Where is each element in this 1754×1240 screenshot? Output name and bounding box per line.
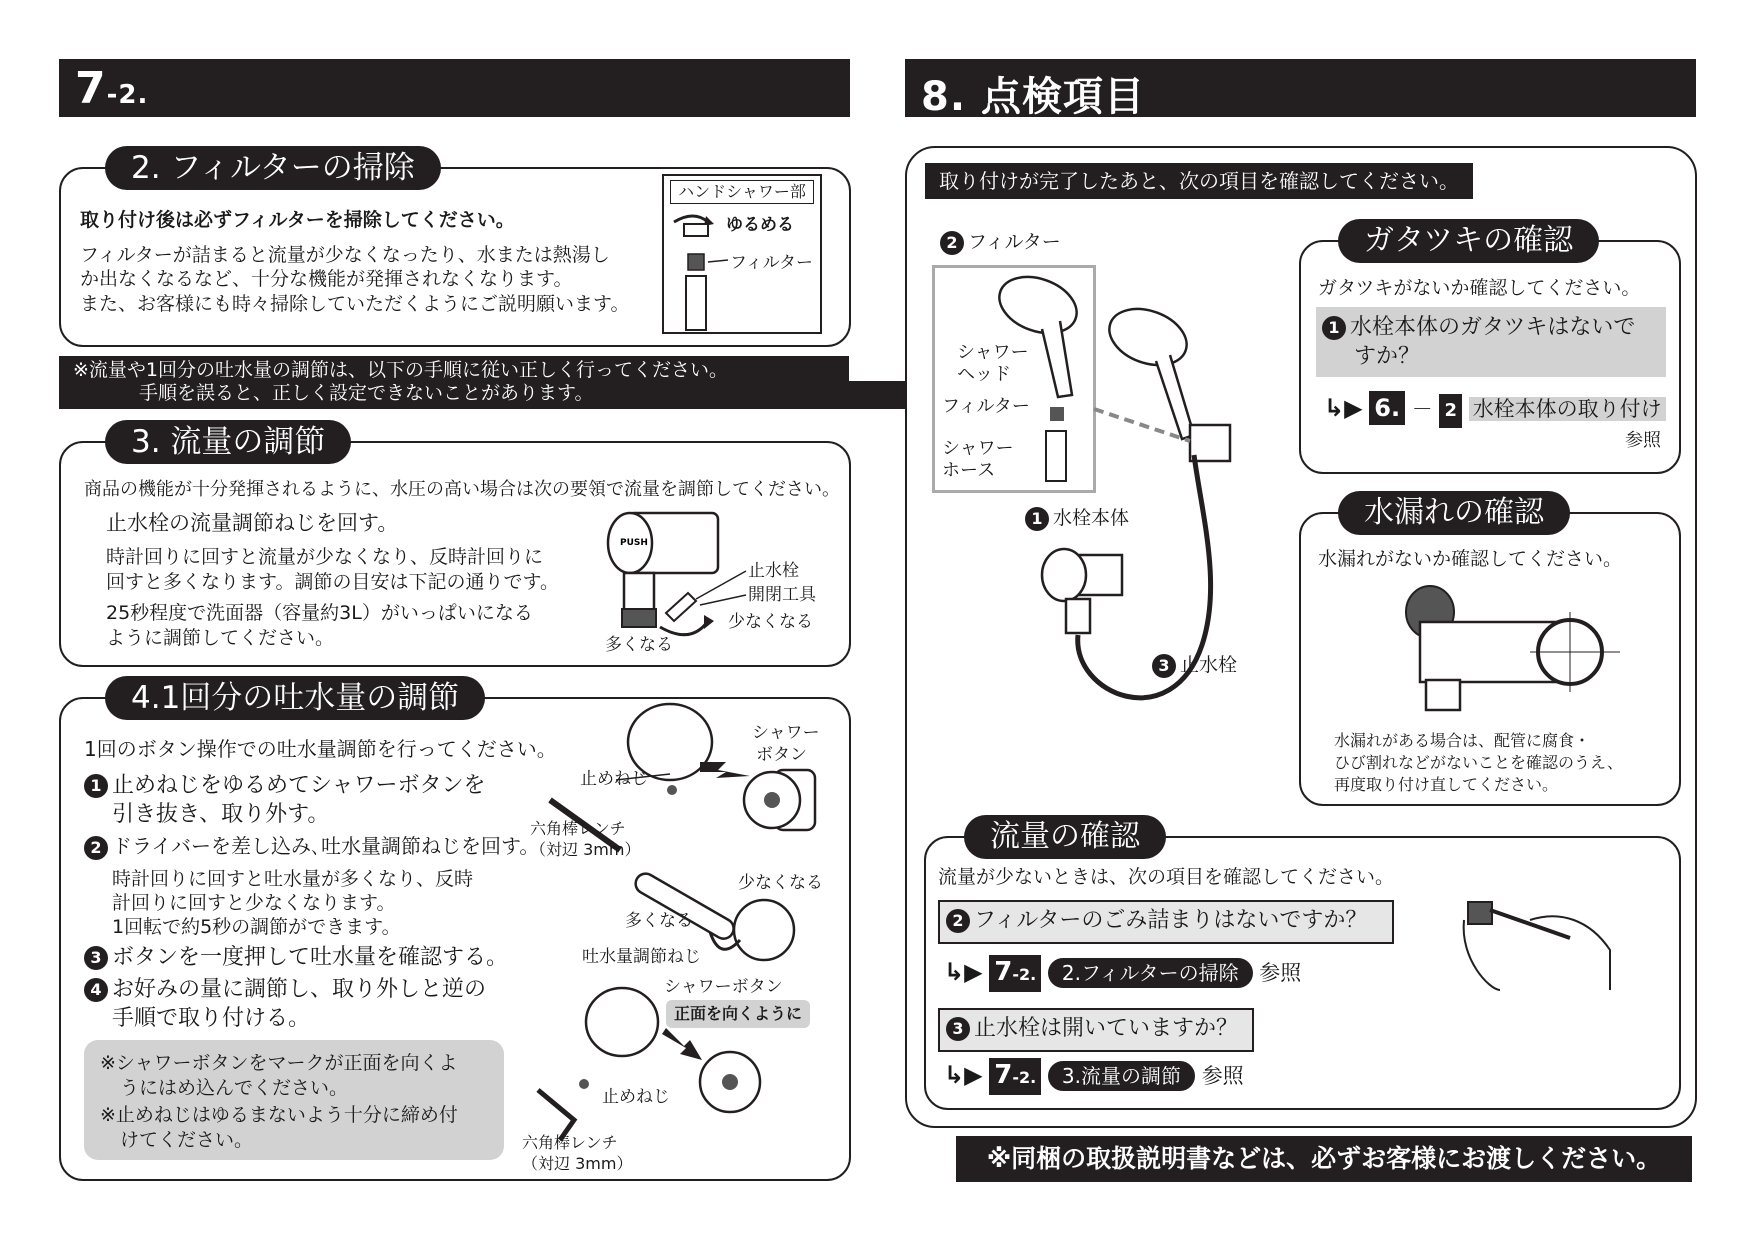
- step-3-text: ボタンを一度押して吐水量を確認する。: [112, 945, 509, 970]
- fig-shower-button-label-2: ボタン: [756, 745, 807, 765]
- discharge-note-4: けてください。: [120, 1129, 254, 1151]
- rattle-question-text-a: 水栓本体のガタツキはないで: [1350, 315, 1636, 340]
- ref2-suffix: 参照: [1201, 1064, 1244, 1088]
- ref1-pill: 2.フィルターの掃除: [1048, 958, 1253, 988]
- rattle-intro: ガタツキがないか確認してください。: [1318, 277, 1641, 299]
- body-callout-number: 1: [1025, 507, 1049, 531]
- fig-shower-button-label-3: シャワーボタン: [664, 977, 783, 997]
- step-1-text-a: 止めねじをゆるめてシャワーボタンを: [112, 773, 486, 798]
- ref1-section: [989, 955, 1041, 992]
- arrow-icon: ↳▶: [944, 1061, 983, 1089]
- filter-callout-number: 2: [940, 231, 964, 255]
- hand-shower-figure: [662, 174, 822, 334]
- fig-body-callout: [1025, 505, 1129, 531]
- step-4-number: 4: [84, 978, 108, 1002]
- flow-line-4: ように調節してください。: [106, 627, 335, 649]
- filter-clog-question: [946, 906, 1367, 936]
- leak-intro: 水漏れがないか確認してください。: [1318, 548, 1623, 570]
- fig-valve-callout: [1152, 652, 1237, 678]
- fig-more-label-2: 多くなる: [625, 911, 693, 931]
- leak-check-title: 水漏れの確認: [1338, 491, 1570, 535]
- filter-cleaning-title: 2. フィルターの掃除: [105, 146, 441, 190]
- filter-bold-instruction: 取り付け後は必ずフィルターを掃除してください。: [80, 209, 515, 231]
- flow-line-3: 25秒程度で洗面器（容量約3L）がいっぱいになる: [106, 602, 533, 624]
- section-8-header: [905, 59, 1696, 120]
- fig-shower-button-label-1: シャワー: [752, 723, 820, 743]
- step-1-text-b: 引き抜き、取り外す。: [112, 802, 330, 827]
- flow-adjustment-title: 3. 流量の調節: [105, 420, 351, 464]
- fig-wrench-label-1: 六角棒レンチ: [530, 819, 626, 838]
- filter-brush-drawing: [1460, 880, 1620, 1000]
- flow-check-intro: 流量が少ないときは、次の項目を確認してください。: [938, 866, 1395, 888]
- fig-set-screw-label-2: 止めねじ: [602, 1087, 670, 1107]
- fig-front-facing-label: 正面を向くように: [666, 1000, 810, 1028]
- fig-hose-2: ホース: [942, 460, 996, 481]
- inspection-header-title: 8. 点検項目: [921, 74, 1145, 120]
- q2-text: 止水栓は開いていますか？: [974, 1016, 1239, 1041]
- discharge-note-3: ※止めねじはゆるまないよう十分に締め付: [100, 1104, 458, 1126]
- ref2-sub: -2.: [1012, 1068, 1037, 1087]
- fig-filter-2: フィルター: [942, 396, 1030, 417]
- q1-text: フィルターのごみ詰まりはないですか？: [974, 908, 1368, 933]
- inspection-intro: 取り付けが完了したあと、次の項目を確認してください。: [925, 163, 1473, 199]
- ref1-main: 7: [994, 957, 1013, 987]
- ref2-section: [989, 1058, 1041, 1095]
- fig-less-label: 少なくなる: [728, 612, 813, 632]
- valve-callout-number: 3: [1152, 654, 1176, 678]
- q1-number: 2: [946, 909, 970, 933]
- fig-less-label-2: 少なくなる: [738, 873, 823, 893]
- body-callout-text: 水栓本体: [1053, 507, 1130, 529]
- ref2-pill: 3.流量の調節: [1048, 1061, 1195, 1091]
- ref2-main: 7: [994, 1060, 1013, 1090]
- section-7-2-header: [59, 59, 850, 117]
- fig-filter-label: フィルター: [730, 253, 813, 273]
- fig-valve-label: 止水栓: [748, 561, 799, 581]
- fig-set-screw-label: 止めねじ: [580, 769, 648, 789]
- discharge-step-2: [84, 832, 539, 860]
- fig-wrench2-label-2: （対辺 3mm）: [522, 1154, 633, 1173]
- step-1-number: 1: [84, 774, 108, 798]
- step-2-detail-2: 計回りに回すと少なくなります。: [112, 892, 396, 914]
- leak-line-1: 水漏れがある場合は、配管に腐食・: [1334, 731, 1591, 750]
- flow-line-2: 回すと多くなります。調節の目安は下記の通りです。: [106, 571, 559, 593]
- header-sub: -2.: [106, 80, 149, 110]
- discharge-adjustment-title: 4.1回分の吐水量の調節: [105, 676, 485, 720]
- q2-number: 3: [946, 1017, 970, 1041]
- fig-loosen-label: ゆるめる: [726, 215, 794, 235]
- discharge-intro: 1回のボタン操作での吐水量調節を行ってください。: [84, 737, 557, 761]
- fig-wrench-label-2: （対辺 3mm）: [530, 840, 641, 859]
- filter-callout-text: フィルター: [968, 231, 1061, 253]
- fig-shower-head-1: シャワー: [957, 342, 1029, 363]
- step-2-number: 2: [84, 836, 108, 860]
- step-3-number: 3: [84, 946, 108, 970]
- discharge-note-2: うにはめ込んでください。: [120, 1077, 349, 1099]
- leak-line-3: 再度取り付け直してください。: [1334, 775, 1559, 794]
- flow-check-title: 流量の確認: [964, 815, 1166, 859]
- leak-valve-drawing: [1390, 572, 1640, 722]
- ref1-sub: -2.: [1012, 965, 1037, 984]
- fig-shower-head-2: ヘッド: [957, 364, 1011, 385]
- ref-dash: －: [1411, 397, 1433, 421]
- fig-tool-label: 開閉工具: [748, 585, 816, 605]
- valve-open-question: [946, 1014, 1238, 1044]
- footer-notice: ※同梱の取扱説明書などは、必ずお客様にお渡しください。: [956, 1136, 1692, 1182]
- rattle-number: 1: [1322, 316, 1346, 340]
- discharge-step-1: [84, 772, 486, 800]
- arrow-icon: ↳▶: [944, 958, 983, 986]
- rattle-check-title: ガタツキの確認: [1338, 219, 1599, 263]
- filter-line-1: フィルターが詰まると流量が少なくなったり、水または熱湯し: [80, 244, 610, 266]
- shower-button-drawings: [520, 700, 840, 1170]
- fig-hose-1: シャワー: [942, 438, 1014, 459]
- valve-callout-text: 止水栓: [1180, 654, 1238, 676]
- filter-line-3: また、お客様にも時々掃除していただくようにご説明願います。: [80, 293, 630, 315]
- arrow-icon: ↳▶: [1324, 394, 1363, 422]
- step-2-text: ドライバーを差し込み､吐水量調節ねじを回す。: [112, 834, 540, 858]
- discharge-note-1: ※シャワーボタンをマークが正面を向くよ: [100, 1052, 458, 1074]
- valve-push-text: PUSH: [620, 538, 648, 548]
- step-2-detail-1: 時計回りに回すと吐水量が多くなり、反時: [112, 868, 474, 890]
- fig-filter-callout: [940, 229, 1061, 255]
- discharge-step-4: [84, 976, 486, 1004]
- step-4-text-b: 手順で取り付ける。: [112, 1006, 311, 1031]
- ref-number: 2: [1439, 394, 1462, 428]
- rattle-reference: [1324, 391, 1666, 428]
- ref-section: 6.: [1369, 391, 1405, 425]
- ref1-suffix: 参照: [1259, 961, 1302, 985]
- flow-line-1: 時計回りに回すと流量が少なくなり、反時計回りに: [106, 546, 544, 568]
- adjustment-note-line-2: 手順を誤ると、正しく設定できないことがあります。: [59, 381, 915, 409]
- adjustment-note-line-1: ※流量や1回分の吐水量の調節は、以下の手順に従い正しく行ってください。: [59, 356, 849, 383]
- valve-open-reference: [944, 1058, 1244, 1095]
- ref-text: 水栓本体の取り付け: [1469, 397, 1666, 421]
- shower-assembly-drawing: [932, 265, 1312, 725]
- header-main: 7: [75, 63, 107, 114]
- fig-adjust-screw-label: 吐水量調節ねじ: [582, 947, 701, 967]
- fig-wrench2-label-1: 六角棒レンチ: [522, 1133, 618, 1152]
- step-2-detail-3: 1回転で約5秒の調節ができます。: [112, 916, 401, 938]
- flow-intro: 商品の機能が十分発揮されるように、水圧の高い場合は次の要領で流量を調節してください。: [84, 479, 840, 500]
- step-4-text-a: お好みの量に調節し、取り外しと逆の: [112, 977, 487, 1002]
- discharge-step-3: [84, 944, 508, 972]
- fig-more-label: 多くなる: [605, 635, 673, 655]
- rattle-question-1: [1322, 313, 1635, 343]
- flow-subheading: 止水栓の流量調節ねじを回す。: [106, 511, 399, 535]
- filter-line-2: か出なくなるなど、十分な機能が発揮されなくなります。: [80, 268, 573, 290]
- rattle-ref-suffix: 参照: [1625, 430, 1661, 451]
- filter-clog-reference: [944, 955, 1301, 992]
- rattle-question-text-b: すか？: [1354, 344, 1421, 369]
- fig-hand-shower-title: ハンドシャワー部: [670, 180, 814, 204]
- leak-line-2: ひび割れなどがないことを確認のうえ、: [1334, 753, 1623, 772]
